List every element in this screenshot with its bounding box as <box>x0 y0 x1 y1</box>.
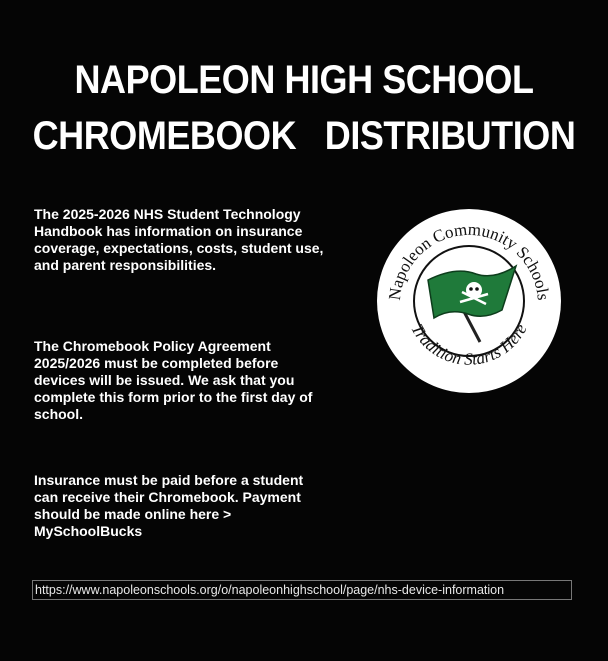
handbook-paragraph: The 2025-2026 NHS Student Technology Handbook has information on insurance coverage, expectations, costs, student use, and parent responsibilities. <box>34 206 324 273</box>
title-line-1: NAPOLEON HIGH SCHOOL <box>74 58 534 102</box>
policy-paragraph: The Chromebook Policy Agreement 2025/2026 must be completed before devices will be issued. We ask that you complete this form prior to the first day of school. <box>34 338 313 422</box>
device-info-link[interactable]: https://www.napoleonschools.org/o/napoleonhighschool/page/nhs-device-information <box>32 580 572 600</box>
page-title <box>30 52 577 164</box>
logo-top-text: Napoleon Community Schools <box>384 219 553 302</box>
logo-bottom-text: Tradition Starts Here <box>407 320 531 369</box>
school-logo <box>376 208 562 394</box>
title-line-2: CHROMEBOOK DISTRIBUTION <box>32 114 576 158</box>
insurance-paragraph: Insurance must be paid before a student can receive their Chromebook. Payment should be made online here > MySchoolBucks <box>34 472 304 539</box>
